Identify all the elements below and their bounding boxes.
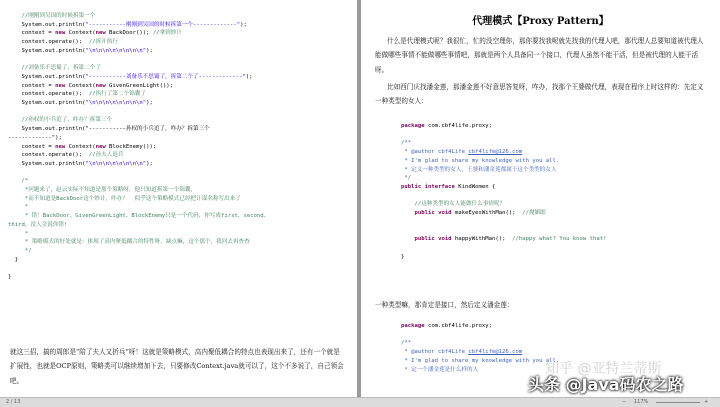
- left-code-line: *而不知道是BackDoor这个妙计，咋办？ 似乎这个策略模式已经把计谋名称写出来了: [8, 195, 241, 202]
- kindwomen-code-line: }: [401, 253, 405, 260]
- kindwomen-code-line: [401, 131, 716, 140]
- panjinlian-code-line: * 定一个潘金莲是什么样的人: [401, 366, 479, 373]
- kindwomen-code-line: [401, 244, 716, 253]
- left-code-line: }: [8, 274, 12, 281]
- left-code-line: * 错！BackDoor、GivenGreenLight、BlockEnemy只是一个代码，你写成first、second、: [8, 213, 270, 220]
- kindwomen-code-line: * @author cbf4Life cbf4life@126.com: [401, 149, 523, 156]
- left-code-block: [8, 12, 353, 282]
- left-code-line: *: [8, 230, 29, 237]
- left-code-line: //孙权的小兵追了，咋办？拆第三个: [8, 117, 113, 124]
- left-code-line: context = new Context(new BlockEnemy());: [8, 143, 157, 150]
- left-code-line: //刚刚到吴国的时候拆第一个: [8, 13, 96, 19]
- left-code-line: * 策略模式的好处就是：体现了高内聚低耦合的特性呀，缺点嘛，这个那个，我回去再查查: [8, 239, 250, 246]
- left-code-line: context = new Context(new BackDoor()); //拿到妙计: [8, 30, 182, 37]
- left-code-line: [8, 264, 353, 273]
- watermark-toutiao: 头条 @Java码农之路: [528, 375, 684, 394]
- kindwomen-code-line: * 定义一种类型的女人，王婆和潘金莲都属于这个类型的女人: [401, 166, 557, 173]
- kindwomen-code-line: //这种类型的女人能做什么事情呢？: [401, 201, 506, 208]
- left-code-line: /*: [8, 178, 29, 185]
- panjinlian-code-line: /**: [401, 340, 412, 347]
- interface-paragraph: 一种类型嘛，那肯定是接口，然后定义潘金莲：: [375, 301, 514, 309]
- panjinlian-code-line: * @author cbf4Life cbf4life@126.com: [401, 349, 523, 356]
- left-code-line: System.out.println("-----------刚刚到吴国的时候拆第一个-------------");: [8, 21, 247, 28]
- panjinlian-code-line: * I'm glad to share my knowledge with you all.: [401, 357, 560, 364]
- left-code-line: System.out.println("-----------孙权的小兵追了，咋办？拆第三个: [8, 126, 210, 133]
- kindwomen-code-line: package com.cbf4life.proxy;: [401, 123, 492, 129]
- kindwomen-code-line: /**: [401, 140, 412, 147]
- left-code-line: context.operate(); //孙夫人退兵: [8, 152, 124, 159]
- left-code-line: [8, 169, 353, 178]
- kindwomen-code-line: [401, 226, 716, 235]
- left-code-line: System.out.println("\n\n\n\n\n\n\n\n");: [8, 160, 153, 167]
- left-code-line: System.out.println("\n\n\n\n\n\n\n\n");: [8, 100, 153, 107]
- left-code-line: -------------");: [8, 134, 62, 141]
- left-code-line: *问题来了，赵云实际不知道是那个策略呀，他只知道拆第一个锦囊，: [8, 187, 197, 194]
- left-code-line: //刘备乐不思蜀了，拆第二个了: [8, 65, 101, 72]
- kindwomen-code-block: [401, 122, 716, 261]
- left-code-line: context = new Context(new GivenGreenLight());: [8, 82, 174, 89]
- example-paragraph: 比如西门庆找潘金莲，那潘金莲不好意思答复呀，咋办，找那个王婆做代理，表现在程序上时这样的：先定义一种类型的女人：: [375, 83, 704, 106]
- left-code-line: */: [8, 247, 32, 254]
- left-conclusion-paragraph: 就这三招，搞的周郎是“陪了夫人又折兵”呀！这就是策略模式，高内聚低耦合的特点也表现出来了，还有一个就是扩展性，也就是OCP原则，策略类可以继续增加下去，只要修改Context.java就可以了，这个不多说了，自己领会吧。: [10, 348, 344, 385]
- watermark-zhihu: 知乎 @亚特兰蒂斯: [545, 361, 662, 377]
- kindwomen-code-line: public void happyWithMan(); //happy what? You know that!: [414, 236, 607, 243]
- left-code-line: context.operate(); //执行了第二个锦囊了: [8, 91, 146, 98]
- left-code-line: third，没人会说你错!: [8, 221, 68, 228]
- left-document-page: [0, 0, 357, 397]
- left-code-line: context.operate(); //拆开执行: [8, 39, 118, 46]
- intro-paragraph: 什么是代理模式呢？我很忙，忙的没空理你，那你要找我呢就先找我的代理人吧，那代理人总要知道被代理人能做哪些事情不能做哪些事情吧，那就是两个人具备同一个接口，代理人虽然不能干活，但是被代理的人能干活呀。: [375, 37, 704, 74]
- zoom-out-button[interactable]: −: [622, 399, 627, 405]
- page-indicator[interactable]: 2 / 13: [6, 399, 21, 405]
- kindwomen-code-line: [401, 218, 716, 227]
- kindwomen-code-line: */: [401, 175, 412, 182]
- zoom-level: 117%: [634, 399, 649, 405]
- panjinlian-code-line: package com.cbf4life.proxy;: [401, 323, 492, 329]
- zoom-in-button[interactable]: +: [704, 399, 709, 405]
- kindwomen-code-line: [401, 192, 716, 201]
- right-document-page: [361, 0, 720, 397]
- left-code-line: System.out.println("-----------刘备乐不思蜀了，拆第二个了-------------");: [8, 73, 253, 80]
- page-title: 代理模式【Proxy Pattern】: [472, 16, 609, 27]
- left-code-line: [8, 56, 353, 65]
- left-code-line: System.out.println("\n\n\n\n\n\n\n\n");: [8, 47, 153, 54]
- kindwomen-code-line: public void makeEyesWithMan(); //抛媚眼: [414, 210, 546, 217]
- left-code-line: [8, 108, 353, 117]
- kindwomen-code-line: * I'm glad to share my knowledge with you all.: [401, 157, 560, 164]
- left-code-line: *: [8, 204, 29, 211]
- left-code-line: }: [8, 256, 19, 263]
- zoom-slider[interactable]: [656, 402, 700, 403]
- kindwomen-code-line: public interface KindWomen {: [401, 183, 496, 190]
- panjinlian-code-line: [401, 331, 716, 340]
